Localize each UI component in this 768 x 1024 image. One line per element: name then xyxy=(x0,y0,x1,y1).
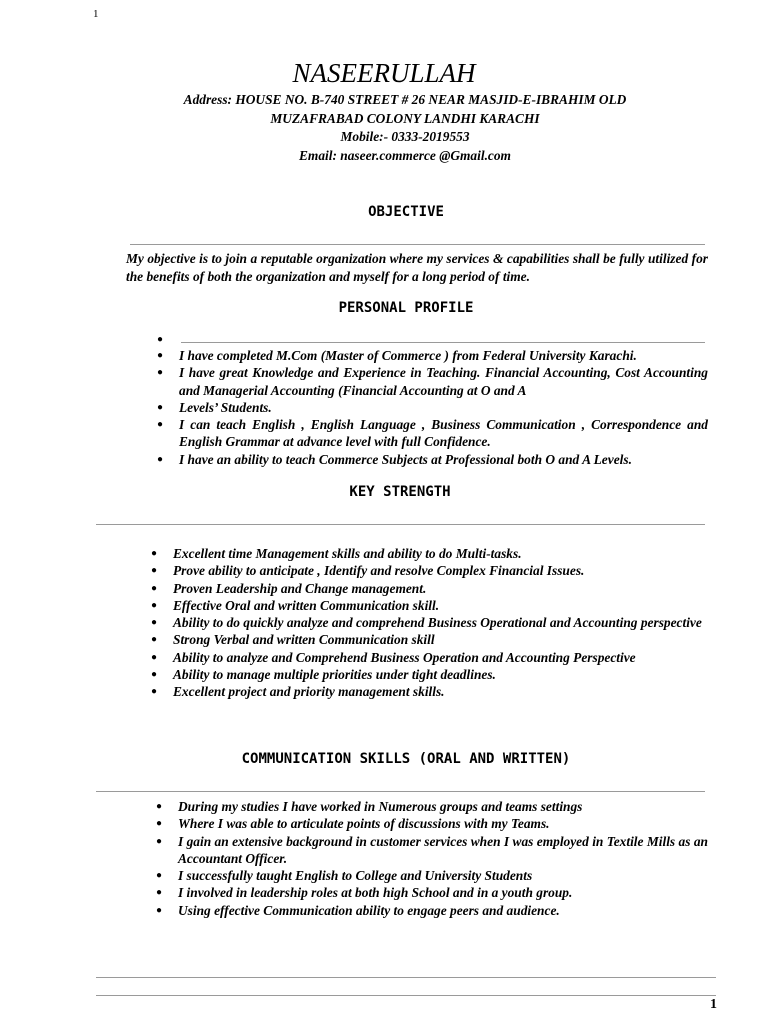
bullet-icon: ● xyxy=(156,801,163,812)
list-item-text: Ability to do quickly analyze and comprehend Business Operational and Accounting perspective xyxy=(173,615,702,631)
list-item-text: Ability to analyze and Comprehend Business Operation and Accounting Perspective xyxy=(173,649,636,665)
empty-bullet: ● xyxy=(157,334,164,345)
contact-block xyxy=(0,91,768,165)
communication-skills-list xyxy=(156,798,708,919)
list-item xyxy=(156,815,708,832)
address-line-1: Address: HOUSE NO. B-740 STREET # 26 NEAR MASJID-E-IBRAHIM OLD xyxy=(183,92,627,107)
list-item xyxy=(151,614,708,631)
bullet-icon: ● xyxy=(151,548,158,559)
list-item xyxy=(157,364,708,399)
bullet-icon: ● xyxy=(151,599,158,611)
list-item-text: Strong Verbal and written Communication skill xyxy=(173,632,435,648)
bullet-icon: ● xyxy=(151,634,158,646)
personal-profile-divider xyxy=(181,342,705,343)
list-item xyxy=(157,347,708,364)
list-item xyxy=(156,884,708,901)
list-item xyxy=(156,798,708,815)
list-item-text: I can teach English , English Language , Business Communication , Correspondence and English Grammar at advance level with full Confidence. xyxy=(179,417,708,450)
footer-divider-1 xyxy=(96,977,716,978)
list-item-text: Where I was able to articulate points of discussions with my Teams. xyxy=(178,816,550,832)
list-item xyxy=(157,399,708,416)
communication-skills-divider xyxy=(96,791,705,792)
bullet-icon: ● xyxy=(151,651,158,663)
key-strength-list xyxy=(151,545,708,701)
bullet-icon: ● xyxy=(157,401,164,413)
bullet-icon: ● xyxy=(151,669,158,681)
list-item-text: Excellent time Management skills and ability to do Multi-tasks. xyxy=(173,546,522,561)
list-item xyxy=(151,597,708,614)
list-item-text: Proven Leadership and Change management. xyxy=(173,580,427,596)
list-item xyxy=(151,649,708,666)
list-item-text: I have an ability to teach Commerce Subjects at Professional both O and A Levels. xyxy=(179,451,632,467)
bullet-icon: ● xyxy=(156,870,163,882)
page-number-bottom: 1 xyxy=(710,997,717,1012)
list-item-text: I have completed M.Com (Master of Commerce ) from Federal University Karachi. xyxy=(179,348,637,363)
list-item xyxy=(157,416,708,451)
bullet-icon: ● xyxy=(156,904,163,916)
list-item xyxy=(156,902,708,919)
list-item xyxy=(151,562,708,579)
page-number-top: 1 xyxy=(93,8,99,20)
list-item xyxy=(151,631,708,648)
list-item xyxy=(156,833,708,868)
list-item-text: Effective Oral and written Communication skill. xyxy=(173,597,440,613)
list-item-text: I gain an extensive background in customer services when I was employed in Textile Mills as an Accountant Officer. xyxy=(178,833,708,866)
email-address: Email: naseer.commerce @Gmail.com xyxy=(299,147,511,163)
list-item xyxy=(157,451,708,468)
list-item-text: Ability to manage multiple priorities under tight deadlines. xyxy=(173,667,496,683)
bullet-icon: ● xyxy=(151,565,158,577)
list-item xyxy=(156,867,708,884)
candidate-name: NASEERULLAH xyxy=(292,58,476,88)
list-item-text: During my studies I have worked in Numerous groups and teams settings xyxy=(178,799,583,814)
list-item-text: Excellent project and priority management skills. xyxy=(173,684,445,700)
list-item xyxy=(151,580,708,597)
key-strength-divider xyxy=(96,524,705,525)
list-item-text: I successfully taught English to College and University Students xyxy=(178,868,533,884)
bullet-icon: ● xyxy=(157,419,164,431)
personal-profile-list xyxy=(157,347,708,468)
communication-skills-heading: COMMUNICATION SKILLS (ORAL AND WRITTEN) xyxy=(241,751,571,767)
bullet-icon: ● xyxy=(151,582,158,594)
personal-profile-heading: PERSONAL PROFILE xyxy=(338,300,474,316)
list-item-text: Levels’ Students. xyxy=(179,399,272,415)
list-item-text: Prove ability to anticipate , Identify and resolve Complex Financial Issues. xyxy=(173,563,585,579)
objective-text: My objective is to join a reputable organization where my services & capabilities shall be fully utilized for the benefits of both the organization and myself for a long period of time. xyxy=(126,251,708,284)
list-item xyxy=(151,545,708,562)
objective-heading: OBJECTIVE xyxy=(368,204,444,220)
bullet-icon: ● xyxy=(157,367,164,379)
bullet-icon: ● xyxy=(157,350,164,361)
footer-divider-2 xyxy=(96,995,716,996)
bullet-icon: ● xyxy=(156,818,163,830)
key-strength-heading: KEY STRENGTH xyxy=(349,484,451,500)
bullet-icon: ● xyxy=(151,686,158,698)
address-line-2: MUZAFRABAD COLONY LANDHI KARACHI xyxy=(270,110,540,126)
list-item-text: I involved in leadership roles at both high School and in a youth group. xyxy=(178,885,573,901)
bullet-icon: ● xyxy=(151,617,158,629)
bullet-icon: ● xyxy=(156,835,163,847)
mobile-number: Mobile:- 0333-2019553 xyxy=(340,129,470,144)
bullet-icon: ● xyxy=(157,453,164,465)
list-item xyxy=(151,666,708,683)
list-item-text: Using effective Communication ability to engage peers and audience. xyxy=(178,902,560,918)
list-item-text: I have great Knowledge and Experience in Teaching. Financial Accounting, Cost Accounting and Managerial Accounting (Financial Accounting at O and A xyxy=(179,365,708,398)
objective-divider xyxy=(130,244,705,245)
bullet-icon: ● xyxy=(156,887,163,899)
list-item xyxy=(151,683,708,700)
